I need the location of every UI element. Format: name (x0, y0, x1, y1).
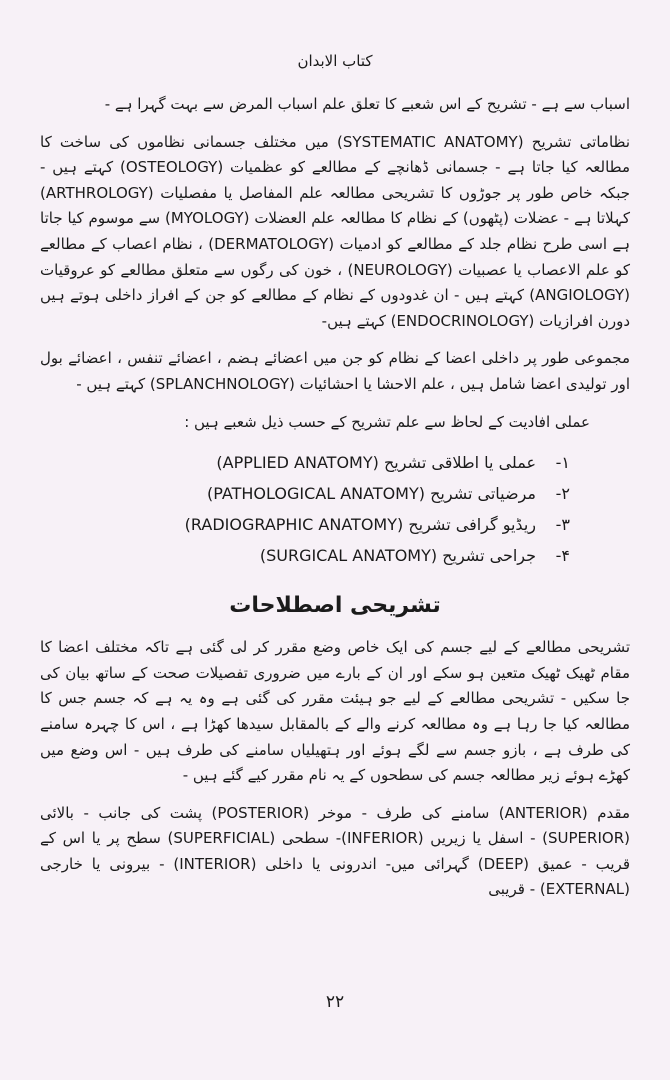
branches-list (40, 447, 630, 571)
list-item-text: مرضیاتی تشریح (PATHOLOGICAL ANATOMY) (207, 484, 536, 504)
list-item-number: ۳- (555, 515, 570, 535)
intro-line: اسباب سے ہے - تشریح کے اس شعبے کا تعلق علم اسباب المرض سے بہت گہرا ہے - (104, 95, 630, 113)
list-item (40, 447, 570, 478)
section-heading: تشریحی اصطلاحات (229, 593, 441, 619)
page-number: ۲۲ (325, 992, 345, 1012)
splanchnology-paragraph: مجموعی طور پر داخلی اعضا کے نظام کو جن میں اعضائے ہضم ، اعضائے تنفس ، اعضائے بول اور تولیدی اعضا شامل ہیں ، علم الاحشا یا احشائیات (SPLANCHNOLOGY) کہتے ہیں - (40, 349, 630, 393)
list-item-number: ۱- (555, 453, 570, 473)
directional-terms-paragraph: مقدم (ANTERIOR) سامنے کی طرف - موخر (POSTERIOR) پشت کی جانب - بالائی (SUPERIOR) - اسفل یا زیریں (INFERIOR)- سطحی (SUPERFICIAL) سطح پر یا اس کے قریب - عمیق (DEEP) گہرائی میں- اندرونی یا داخلی (INTERIOR) - بیرونی یا خارجی (EXTERNAL) - قریبی (40, 803, 631, 899)
running-head: کتاب الابدان (297, 52, 373, 70)
list-item-text: ریڈیو گرافی تشریح (RADIOGRAPHIC ANATOMY) (184, 515, 536, 535)
anatomical-position-paragraph: تشریحی مطالعے کے لیے جسم کی ایک خاص وضع مقرر کر لی گئی ہے تاکہ مختلف اعضا کا مقام ٹھیک ٹھیک متعین ہو سکے اور ان کے بارے میں ضروری تفصیلات صحت کے ساتھ بیان کی جا سکیں - تشریحی مطالعے کے لیے جو ہیئت مقرر کی گئی ہے وہ یہ ہے کہ جسم جس کا مطالعہ کیا جا رہا ہے وہ مطالعہ کرنے والے کے بالمقابل سیدھا کھڑا ہے ، اس کا چہرہ سامنے کی طرف ہے ، بازو جسم سے لگے ہوئے اور ہتھیلیاں سامنے کی طرف ہیں - اس وضع میں کھڑے ہوئے زیر مطالعہ جسم کی سطحوں کے یہ نام مقرر کیے گئے ہیں - (40, 638, 630, 785)
systematic-anatomy-paragraph: نظاماتی تشریح (SYSTEMATIC ANATOMY) میں مختلف جسمانی نظاموں کی ساخت کا مطالعہ کیا جاتا ہے - جسمانی ڈھانچے کے مطالعے کو عظمیات (OSTEOLOGY) کہتے ہیں - جبکہ خاص طور پر جوڑوں کا تشریحی مطالعہ علم المفاصل یا مفصلیات (ARTHROLOGY) کہلاتا ہے - عضلات (پٹھوں) کے نظام کا مطالعہ علم العضلات (MYOLOGY) سے موسوم کیا جاتا ہے اسی طرح نظام جلد کے مطالعے کو ادمیات (DERMATOLOGY) ، نظام اعصاب کے مطالعے کو علم الاعصاب یا عصبیات (NEUROLOGY) ، خون کی رگوں سے متعلق مطالعے کو عروقیات (ANGIOLOGY) کہتے ہیں - ان غدودوں کے نظام کے مطالعے کو جن کے افراز داخلی ہوتے ہیں دورن افرازیات (ENDOCRINOLOGY) کہتے ہیں- (40, 132, 631, 330)
page-content (40, 92, 630, 915)
branches-intro: عملی افادیت کے لحاظ سے علم تشریح کے حسب ذیل شعبے ہیں : (184, 412, 590, 431)
list-item-number: ۲- (555, 484, 570, 504)
list-item (40, 509, 570, 540)
list-item (40, 540, 570, 571)
list-item (40, 478, 570, 509)
list-item-text: جراحی تشریح (SURGICAL ANATOMY) (259, 546, 536, 566)
list-item-text: عملی یا اطلاقی تشریح (APPLIED ANATOMY) (216, 453, 536, 473)
list-item-number: ۴- (555, 546, 570, 566)
